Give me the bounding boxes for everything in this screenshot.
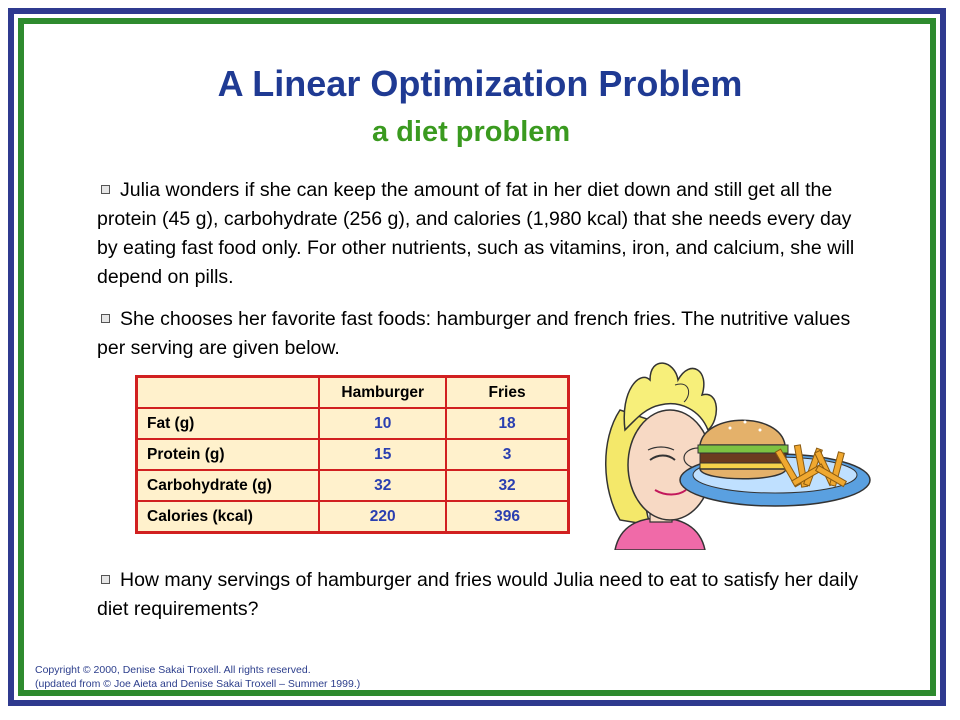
paragraph-text: How many servings of hamburger and fries would Julia need to eat to satisfy her daily diet requirements?	[97, 569, 859, 620]
bullet-square-icon	[101, 185, 110, 194]
table-row	[137, 408, 569, 439]
cell-hamburger: 220	[319, 501, 446, 533]
row-label: Protein (g)	[137, 439, 320, 470]
slide-title: A Linear Optimization Problem	[217, 63, 743, 104]
table-header-fries: Fries	[446, 377, 568, 409]
table-header-empty	[137, 377, 320, 409]
cell-hamburger: 10	[319, 408, 446, 439]
copyright-line: (updated from © Joe Aieta and Denise Sakai Troxell – Summer 1999.)	[35, 678, 361, 690]
paragraph-question	[97, 566, 867, 624]
row-label: Calories (kcal)	[137, 501, 320, 533]
row-label: Carbohydrate (g)	[137, 470, 320, 501]
table-row	[137, 439, 569, 470]
copyright-line: Copyright © 2000, Denise Sakai Troxell. All rights reserved.	[35, 664, 311, 676]
cell-hamburger: 15	[319, 439, 446, 470]
paragraph-text: Julia wonders if she can keep the amount of fat in her diet down and still get all the protein (45 g), carbohydrate (256 g), and calories (1,980 kcal) that she needs every day by eating fast food only. For other nutrients, such as vitamins, iron, and calcium, she will depend on pills.	[97, 179, 855, 288]
cell-fries: 18	[446, 408, 568, 439]
cell-fries: 396	[446, 501, 568, 533]
slide-subtitle: a diet problem	[372, 116, 571, 148]
cell-hamburger: 32	[319, 470, 446, 501]
paragraph-julia-goal	[97, 176, 867, 292]
table-header-hamburger: Hamburger	[319, 377, 446, 409]
cell-fries: 3	[446, 439, 568, 470]
paragraph-text: She chooses her favorite fast foods: hamburger and french fries. The nutritive values per serving are given below.	[97, 308, 851, 359]
table-header-row	[137, 377, 569, 409]
table-row	[137, 470, 569, 501]
bullet-square-icon	[101, 314, 110, 323]
nutrition-table	[135, 375, 570, 534]
table-row	[137, 501, 569, 533]
woman-eating-burger-icon	[580, 350, 880, 550]
bullet-square-icon	[101, 575, 110, 584]
cell-fries: 32	[446, 470, 568, 501]
copyright-notice	[35, 663, 360, 691]
row-label: Fat (g)	[137, 408, 320, 439]
